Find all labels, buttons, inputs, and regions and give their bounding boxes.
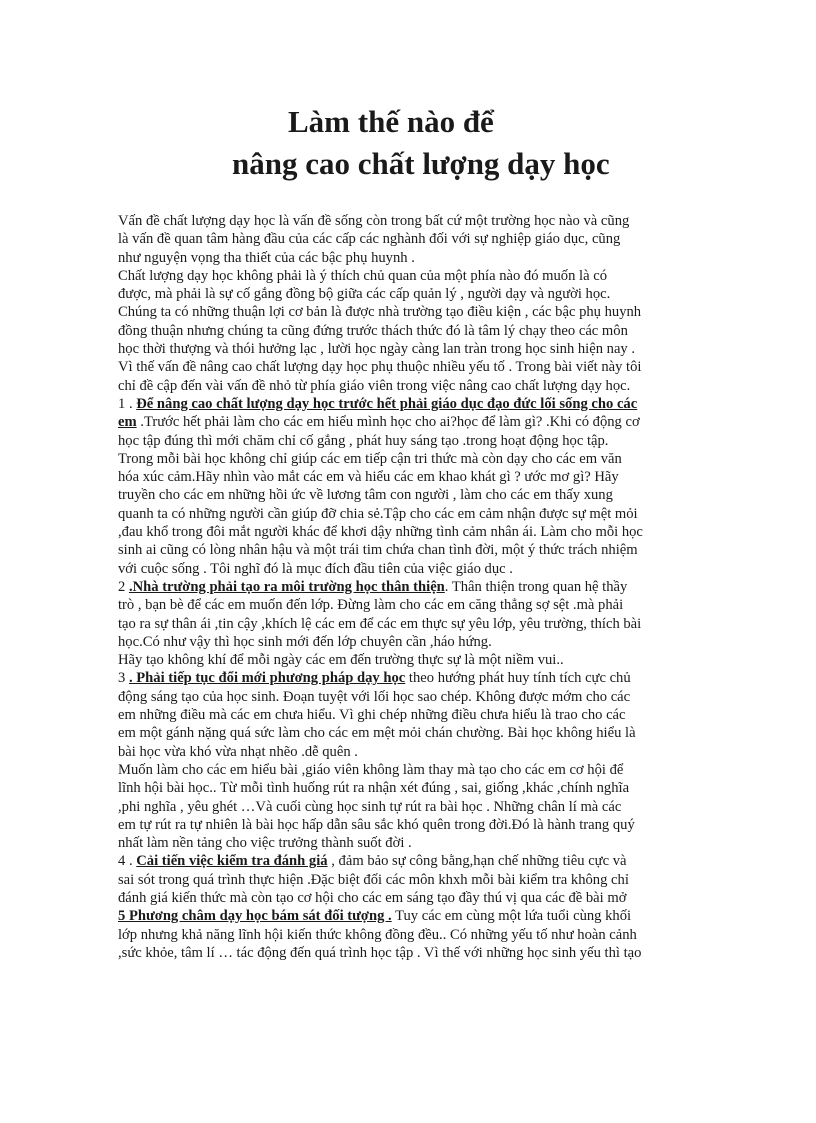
text-run: động sáng tạo của học sinh. Đoạn tuyệt với lối học sao chép. Không được mớm cho các bbox=[118, 688, 631, 705]
text-run: 4 . bbox=[118, 853, 137, 870]
text-line bbox=[118, 816, 698, 834]
text-line bbox=[118, 377, 698, 395]
text-run: đồng thuận nhưng chúng ta cũng đứng trước thách thức đó là tâm lý chạy theo các môn bbox=[118, 322, 628, 339]
text-run: được, mà phải là sự cố gắng đồng bộ giữa các cấp quản lý , người dạy và người học. bbox=[118, 286, 611, 303]
text-line bbox=[118, 688, 698, 706]
text-run: , đảm bảo sự công bằng,hạn chế những tiêu cực và bbox=[327, 853, 627, 870]
text-line bbox=[118, 322, 698, 340]
text-line bbox=[118, 523, 698, 541]
text-line bbox=[118, 944, 698, 962]
text-run: như nguyện vọng tha thiết của các bậc phụ huynh . bbox=[118, 249, 415, 266]
text-line bbox=[118, 450, 698, 468]
text-run: 3 bbox=[118, 670, 129, 687]
text-run: em tự rút ra tự nhiên là bài học hấp dẫn sâu sắc khó quên trong đời.Đó là hành trang quý bbox=[118, 816, 635, 833]
text-run: ,sức khỏe, tâm lí … tác động đến quá trình học tập . Vì thế với những học sinh yếu thì tạo bbox=[118, 944, 642, 961]
text-run: học tập đúng thì mới chăm chỉ cố gắng , phát huy sáng tạo .trong hoạt động học tập. bbox=[118, 432, 609, 449]
text-line bbox=[118, 468, 698, 486]
text-line bbox=[118, 267, 698, 285]
text-run: em những điều mà các em chưa hiểu. Vì ghi chép những điều chưa hiểu là trao cho các bbox=[118, 707, 626, 724]
text-line bbox=[118, 486, 698, 504]
text-line bbox=[118, 724, 698, 742]
title-line-2: nâng cao chất lượng dạy học bbox=[232, 146, 610, 181]
text-run: theo hướng phát huy tính tích cực chủ bbox=[405, 670, 631, 687]
title-line-1: Làm thế nào để bbox=[288, 104, 494, 139]
text-line bbox=[118, 578, 698, 596]
text-run: Chúng ta có những thuận lợi cơ bản là được nhà trường tạo điều kiện , các bậc phụ huynh bbox=[118, 304, 642, 321]
section-heading: .Nhà trường phải tạo ra môi trường học thân thiện bbox=[128, 578, 445, 595]
text-line bbox=[118, 230, 698, 248]
text-run: sinh ai cũng có lòng nhân hậu và một trái tim chứa chan tình đời, một ý thức trách nhiệm bbox=[118, 542, 638, 559]
text-run: lĩnh hội bài học.. Từ mỗi tình huống rút ra nhận xét đúng , sai, giống ,khác ,chính nghĩa bbox=[118, 780, 630, 797]
text-run: là vấn đề quan tâm hàng đầu của các cấp các nghành đối với sự nghiệp giáo dục, cũng bbox=[118, 231, 621, 248]
text-line bbox=[118, 432, 698, 450]
text-line bbox=[118, 798, 698, 816]
text-run: 2 bbox=[118, 578, 129, 595]
text-run: truyền cho các em những hồi ức về lương tâm con người , làm cho các em thấy xung bbox=[118, 487, 613, 504]
text-run: Tuy các em cùng một lứa tuổi cùng khối bbox=[391, 908, 632, 925]
text-line bbox=[118, 633, 698, 651]
text-line bbox=[118, 871, 698, 889]
text-line bbox=[118, 303, 698, 321]
text-run: với cuộc sống . Tôi nghĩ đó là mục đích đầu tiên của việc giáo dục . bbox=[118, 560, 513, 577]
text-line bbox=[118, 541, 698, 559]
text-line bbox=[118, 779, 698, 797]
section-heading: 5 Phương châm dạy học bám sát đối tượng . bbox=[118, 908, 392, 925]
text-run: đánh giá kiến thức mà còn tạo cơ hội cho các em sáng tạo đầy thú vị qua các đề bài mở bbox=[118, 889, 627, 906]
text-line bbox=[118, 560, 698, 578]
text-line bbox=[118, 505, 698, 523]
text-line bbox=[118, 889, 698, 907]
text-run: ,phi nghĩa , yêu ghét …Và cuối cùng học sinh tự rút ra bài học . Những chân lí mà các bbox=[118, 798, 622, 815]
text-line bbox=[118, 395, 698, 413]
text-line bbox=[118, 212, 698, 230]
text-run: bài học vừa khó vừa nhạt nhẽo .dễ quên . bbox=[118, 743, 358, 760]
text-run: Muốn làm cho các em hiểu bài ,giáo viên không làm thay mà tạo cho các em cơ hội để bbox=[118, 761, 624, 778]
text-line bbox=[118, 249, 698, 267]
section-heading: . Phải tiếp tục đổi mới phương pháp dạy học bbox=[128, 670, 406, 687]
text-line bbox=[118, 413, 698, 431]
text-line bbox=[118, 926, 698, 944]
document-body bbox=[118, 212, 698, 962]
text-run: học.Có như vậy thì học sinh mới đến lớp chuyên cần ,háo hứng. bbox=[118, 633, 492, 650]
text-line bbox=[118, 615, 698, 633]
text-run: Hãy tạo không khí để mỗi ngày các em đến trường thực sự là một niềm vui.. bbox=[118, 652, 564, 669]
text-run: Chất lượng dạy học không phải là ý thích chủ quan của một phía nào đó muốn là có bbox=[118, 267, 608, 284]
text-run: chỉ đề cập đến vài vấn đề nhỏ từ phía giáo viên trong việc nâng cao chất lượng dạy học. bbox=[118, 377, 631, 394]
text-run: Trong mỗi bài học không chỉ giúp các em tiếp cận tri thức mà còn dạy cho các em văn bbox=[118, 450, 622, 467]
text-run: 1 . bbox=[118, 395, 137, 412]
text-line bbox=[118, 340, 698, 358]
text-run: quanh ta có những người cần giúp đỡ chia sẻ.Tập cho các em cảm nhận được sự mệt mỏi bbox=[118, 505, 638, 522]
text-run: Vấn đề chất lượng dạy học là vấn đề sống còn trong bất cứ một trường học nào và cũng bbox=[118, 213, 630, 229]
text-run: Vì thế vấn đề nâng cao chất lượng dạy học phụ thuộc nhiều yếu tố . Trong bài viết này tôi bbox=[118, 359, 642, 376]
text-line bbox=[118, 596, 698, 614]
section-heading: em bbox=[118, 414, 137, 431]
text-run: trò , bạn bè để các em muốn đến lớp. Đừng làm cho các em căng thẳng sợ sệt .mà phải bbox=[118, 597, 624, 614]
text-line bbox=[118, 761, 698, 779]
text-line bbox=[118, 852, 698, 870]
text-line bbox=[118, 285, 698, 303]
text-run: em một gánh nặng quá sức làm cho các em mệt mỏi chán chường. Bài học không hiểu là bbox=[118, 725, 636, 742]
text-run: hóa xúc cảm.Hãy nhìn vào mắt các em và hiểu các em khao khát gì ? ước mơ gì? Hãy bbox=[118, 469, 619, 486]
text-line bbox=[118, 834, 698, 852]
text-run: học thời thượng và thói hưởng lạc , lười học ngày càng lan tràn trong học sinh hiện nay . bbox=[118, 341, 636, 358]
text-line bbox=[118, 669, 698, 687]
text-run: . Thân thiện trong quan hệ thầy bbox=[444, 578, 628, 595]
text-run: nhất làm nền tảng cho việc trưởng thành suốt đời . bbox=[118, 835, 412, 852]
text-line bbox=[118, 743, 698, 761]
section-heading: Để nâng cao chất lượng dạy học trước hết phải giáo dục đạo đức lối sống cho các bbox=[136, 395, 638, 412]
section-heading: Cải tiến việc kiểm tra đánh giá bbox=[136, 853, 328, 870]
text-line bbox=[118, 651, 698, 669]
text-run: ,đau khổ trong đôi mắt người khác để khơi dậy những tình cảm nhân ái. Làm cho mỗi học bbox=[118, 524, 643, 541]
text-run: sai sót trong quá trình thực hiện .Đặc biệt đối các môn khxh mỗi bài kiểm tra không chỉ bbox=[118, 871, 629, 888]
text-line bbox=[118, 358, 698, 376]
text-line bbox=[118, 706, 698, 724]
text-line bbox=[118, 907, 698, 925]
text-run: tạo ra sự thân ái ,tin cậy ,khích lệ các em để các em thực sự yêu lớp, yêu trường, thích bài bbox=[118, 615, 642, 632]
text-run: .Trước hết phải làm cho các em hiểu mình học cho ai?học để làm gì? .Khi có động cơ bbox=[136, 414, 640, 431]
text-run: lớp nhưng khả năng lĩnh hội kiến thức không đồng đều.. Có những yếu tố như hoàn cảnh bbox=[118, 926, 637, 943]
